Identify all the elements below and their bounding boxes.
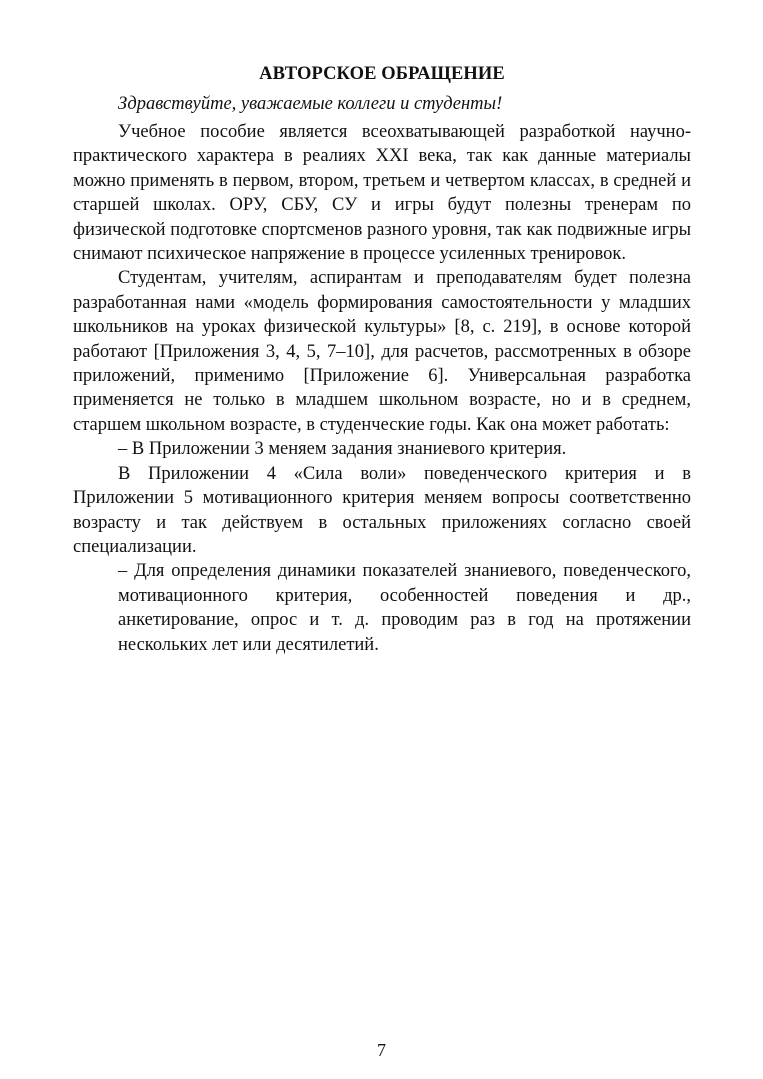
paragraph-intro: Учебное пособие является всеохватывающей разработкой научно-практического характера в реалиях XXI века, так как данные материалы можно применять в первом, втором, третьем и четвертом классах, в средней и старшей школах. ОРУ, СБУ, СУ и игры будут полезны тренерам по физической подготовке спортсменов разного уровня, так как подвижные игры снимают психическое напряжение в процессе усиленных тренировок.: [73, 122, 691, 265]
page-number: 7: [377, 1040, 386, 1060]
page-title: АВТОРСКОЕ ОБРАЩЕНИЕ: [259, 64, 505, 84]
paragraph-students: Студентам, учителям, аспирантам и преподавателям будет полезна разработанная нами «модель формирования самостоятельности у младших школьников на уроках физической культуры» [8, с. 219], в основе которой работают [Приложения 3, 4, 5, 7–10], для расчетов, рассмотренных в обзоре приложений, применимо [Приложение 6]. Универсальная разработка применяется не только в младшем школьном возрасте, но и в среднем, старшем школьном возрасте, в студенческие годы. Как она может работать:: [73, 268, 691, 435]
paragraph-dynamics: – Для определения динамики показателей знаниевого, поведенческого, мотивационного критерия, особенностей поведения и др., анкетирование, опрос и т. д. проводим раз в год на протяжении нескольких лет или десятилетий.: [118, 561, 691, 655]
document-body: [73, 62, 691, 657]
greeting-line: Здравствуйте, уважаемые коллеги и студенты!: [118, 94, 503, 114]
paragraph-appendix-3: – В Приложении 3 меняем задания знаниевого критерия.: [118, 439, 567, 460]
paragraph-appendix-4-5: В Приложении 4 «Сила воли» поведенческого критерия и в Приложении 5 мотивационного критерия меняем вопросы соответственно возрасту и так действуем в остальных приложениях согласно своей специализации.: [73, 463, 691, 557]
